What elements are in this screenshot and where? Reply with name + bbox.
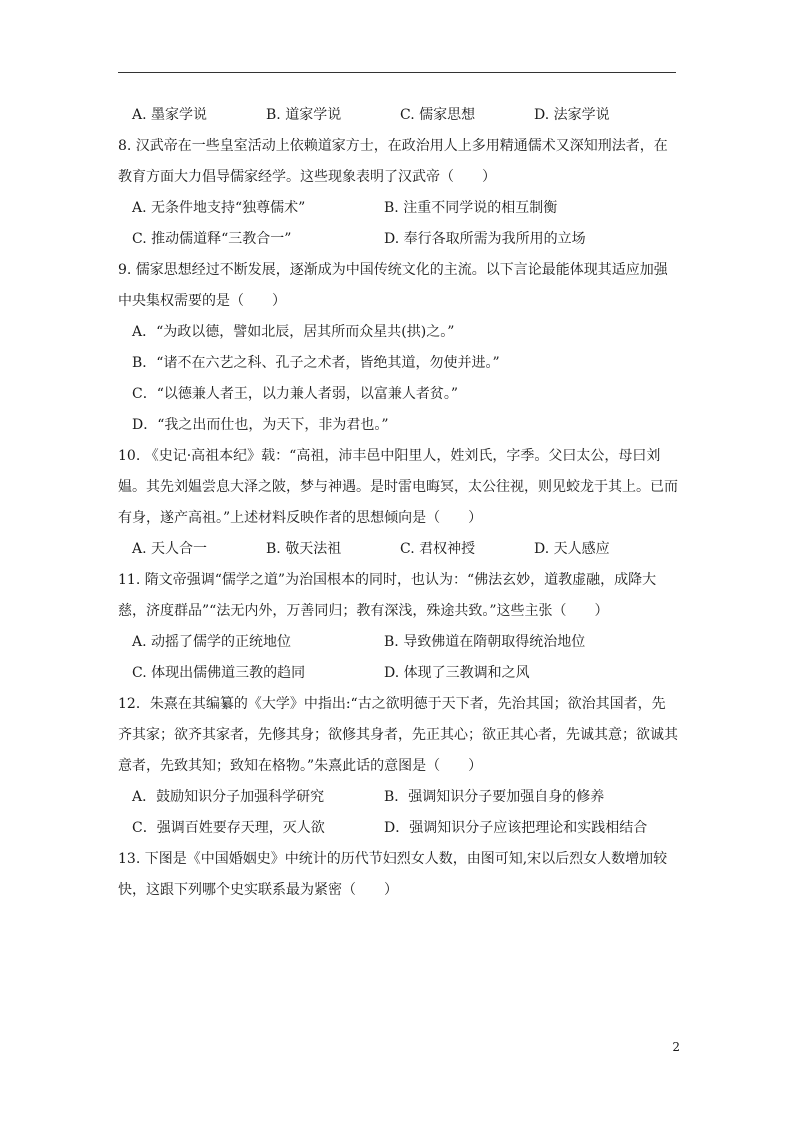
q12-option-d: D．强调知识分子应该把理论和实践相结合: [384, 820, 648, 836]
q11-stem-line-2: 慈，济度群品”“法无内外，万善同归；教有深浅，殊途共致。”这些主张（ ）: [118, 603, 609, 619]
q13-stem-line-1: 13. 下图是《中国婚姻史》中统计的历代节妇烈女人数，由图可知,宋以后烈女人数增加较: [118, 851, 668, 867]
q7-option-d: D. 法家学说: [534, 107, 610, 123]
q7-options: [118, 100, 678, 131]
q9-option-d: D．“我之出而仕也，为天下，非为君也。”: [132, 417, 389, 433]
q10-stem-line-3: 有身，遂产高祖。”上述材料反映作者的思想倾向是（ ）: [118, 510, 483, 526]
q10-stem-line-1: 10. 《史记·高祖本纪》载：“高祖，沛丰邑中阳里人，姓刘氏，字季。父曰太公，母曰刘: [118, 448, 661, 464]
q8-option-c: C. 推动儒道释“三教合一”: [132, 231, 292, 247]
q12-options-row-2: [118, 813, 678, 844]
q8-options-row-2: [118, 224, 678, 255]
q12-stem-line-3: 意者，先致其知；致知在格物。”朱熹此话的意图是（ ）: [118, 758, 483, 774]
q12-stem-line-1: 12．朱熹在其编纂的《大学》中指出:“古之欲明德于天下者，先治其国；欲治其国者，先: [118, 696, 666, 712]
q11-options-row-2: [118, 658, 678, 689]
q10-option-d: D. 天人感应: [534, 541, 610, 557]
q9-stem-line-1: 9. 儒家思想经过不断发展，逐渐成为中国传统文化的主流。以下言论最能体现其适应加强: [118, 262, 668, 278]
q12-option-c: C．强调百姓要存天理，灭人欲: [132, 820, 325, 836]
q12-stem-line-2: 齐其家；欲齐其家者，先修其身；欲修其身者，先正其心；欲正其心者，先诚其意；欲诚其: [118, 727, 678, 743]
q9-option-a: A．“为政以德，譬如北辰，居其所而众星共(拱)之。”: [132, 324, 455, 340]
q11-option-b: B. 导致佛道在隋朝取得统治地位: [384, 634, 586, 650]
q10-option-c: C. 君权神授: [400, 541, 476, 557]
q10-option-a: A. 天人合一: [132, 541, 208, 557]
q10-stem-line-2: 媪。其先刘媪尝息大泽之陂，梦与神遇。是时雷电晦冥，太公往视，则见蛟龙于其上。已而: [118, 479, 678, 495]
q11-option-a: A. 动摇了儒学的正统地位: [132, 634, 292, 650]
q11-option-c: C. 体现出儒佛道三教的趋同: [132, 665, 306, 681]
q10-options: [118, 534, 678, 565]
q7-option-a: A. 墨家学说: [132, 107, 208, 123]
q12-options-row-1: [118, 782, 678, 813]
q11-option-d: D. 体现了三教调和之风: [384, 665, 530, 681]
q9-stem-line-2: 中央集权需要的是（ ）: [118, 293, 286, 309]
q7-option-b: B. 道家学说: [266, 107, 342, 123]
q12-option-a: A．鼓励知识分子加强科学研究: [132, 789, 325, 805]
q8-option-a: A. 无条件地支持“独尊儒术”: [132, 200, 306, 216]
q13-stem-line-2: 快，这跟下列哪个史实联系最为紧密（ ）: [118, 882, 398, 898]
q8-options-row-1: [118, 193, 678, 224]
exam-page-content: [118, 100, 678, 906]
q8-option-d: D. 奉行各取所需为我所用的立场: [384, 231, 586, 247]
q11-options-row-1: [118, 627, 678, 658]
q7-option-c: C. 儒家思想: [400, 107, 476, 123]
q12-option-b: B．强调知识分子要加强自身的修养: [384, 789, 605, 805]
q8-stem-line-2: 教育方面大力倡导儒家经学。这些现象表明了汉武帝（ ）: [118, 169, 496, 185]
q9-option-b: B．“诸不在六艺之科、孔子之术者，皆绝其道，勿使并进。”: [132, 355, 500, 371]
q8-stem-line-1: 8. 汉武帝在一些皇室活动上依赖道家方士，在政治用人上多用精通儒术又深知刑法者，在: [118, 138, 668, 154]
q8-option-b: B. 注重不同学说的相互制衡: [384, 200, 558, 216]
q10-option-b: B. 敬天法祖: [266, 541, 342, 557]
header-rule: [118, 72, 676, 73]
page-number: 2: [672, 1040, 680, 1054]
q11-stem-line-1: 11. 隋文帝强调“儒学之道”为治国根本的同时，也认为：“佛法玄妙，道教虚融，成降大: [118, 572, 657, 588]
q9-option-c: C．“以德兼人者王，以力兼人者弱，以富兼人者贫。”: [132, 386, 459, 402]
